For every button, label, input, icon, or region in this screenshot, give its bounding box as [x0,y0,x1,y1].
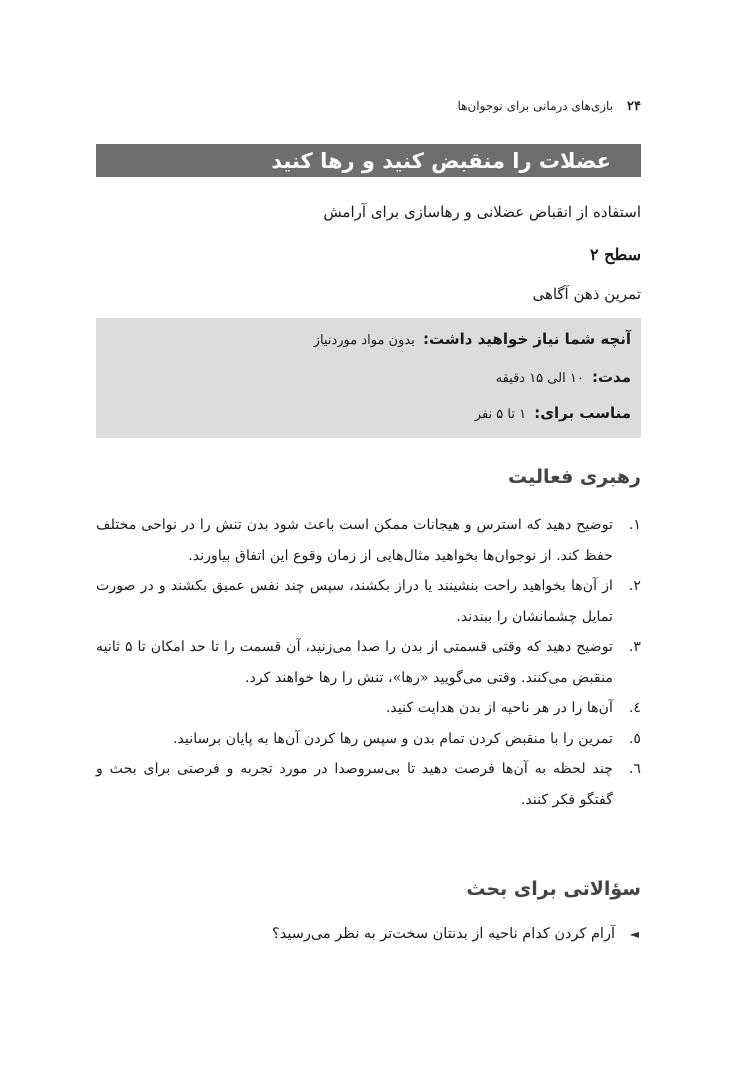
info-duration [496,368,631,386]
step-item [96,571,641,632]
skill-label: تمرین ذهن آگاهی [532,285,641,303]
step-number: ۱. [628,517,641,533]
info-group-label: مناسب برای: [534,404,631,422]
book-page [96,0,641,1080]
info-duration-label: مدت: [591,368,631,386]
triangle-bullet-icon: ◄ [629,927,639,941]
question-item [96,926,641,942]
page-number: ۲۴ [627,98,641,114]
step-number: ٤. [628,700,641,716]
step-item [96,632,641,693]
step-number: ٥. [628,730,641,747]
step-number: ۲. [628,578,641,594]
info-needs [314,330,631,348]
step-text: توضیح دهید که استرس و هیجانات ممکن است باعث شود بدن تنش را در نواحی مختلف حفظ کند. از نوجوان‌ها بخواهید مثال‌هایی از زمان وقوع این اتفاق بیاورند. [96,517,613,564]
step-item [96,693,641,724]
info-box [96,318,641,438]
info-group-value: ۱ تا ۵ نفر [474,407,527,422]
activity-title-bar [96,144,641,177]
step-item [96,724,641,755]
steps-list [96,510,641,815]
step-text: چند لحظه به آن‌ها فرصت دهید تا بی‌سروصدا در مورد تجربه و فرصتی برای بحث و گفتگو فکر کنند. [96,761,613,808]
question-text: آرام کردن کدام ناحیه از بدنتان سخت‌تر به نظر می‌رسید؟ [272,926,615,942]
step-text: آن‌ها را در هر ناحیه از بدن هدایت کنید. [385,700,613,716]
activity-title: عضلات را منقبض کنید و رها کنید [271,148,611,173]
info-duration-value: ۱۰ الی ۱۵ دقیقه [495,371,584,386]
running-header [96,96,641,116]
level-label: سطح ۲ [589,245,641,264]
info-needs-value: بدون مواد موردنیاز [313,333,415,348]
step-text: از آن‌ها بخواهید راحت بنشینند یا دراز بکشند، سپس چند نفس عمیق بکشند و در صورت تمایل چشمانشان را ببندند. [96,578,613,625]
discussion-questions-heading: سؤالاتی برای بحث [466,878,641,900]
step-text: توضیح دهید که وقتی قسمتی از بدن را صدا می‌زنید، آن قسمت را تا حد امکان تا ۵ ثانیه منقبض می‌کنند. وقتی می‌گویید «رها»، تنش را رها خواهند کرد. [96,639,614,686]
book-title: بازی‌های درمانی برای نوجوان‌ها [457,99,614,113]
step-text: تمرین را با منقبض کردن تمام بدن و سپس رها کردن آن‌ها به پایان برسانید. [173,730,613,747]
step-item [96,510,641,571]
leading-activity-heading: رهبری فعالیت [507,466,641,488]
info-needs-label: آنچه شما نیاز خواهید داشت: [422,330,631,348]
info-group [475,404,631,422]
step-number: ٦. [628,761,641,777]
step-number: ۳. [628,639,641,655]
activity-subtitle: استفاده از انقباض عضلانی و رهاسازی برای آرامش [323,203,641,221]
step-item [96,754,641,815]
